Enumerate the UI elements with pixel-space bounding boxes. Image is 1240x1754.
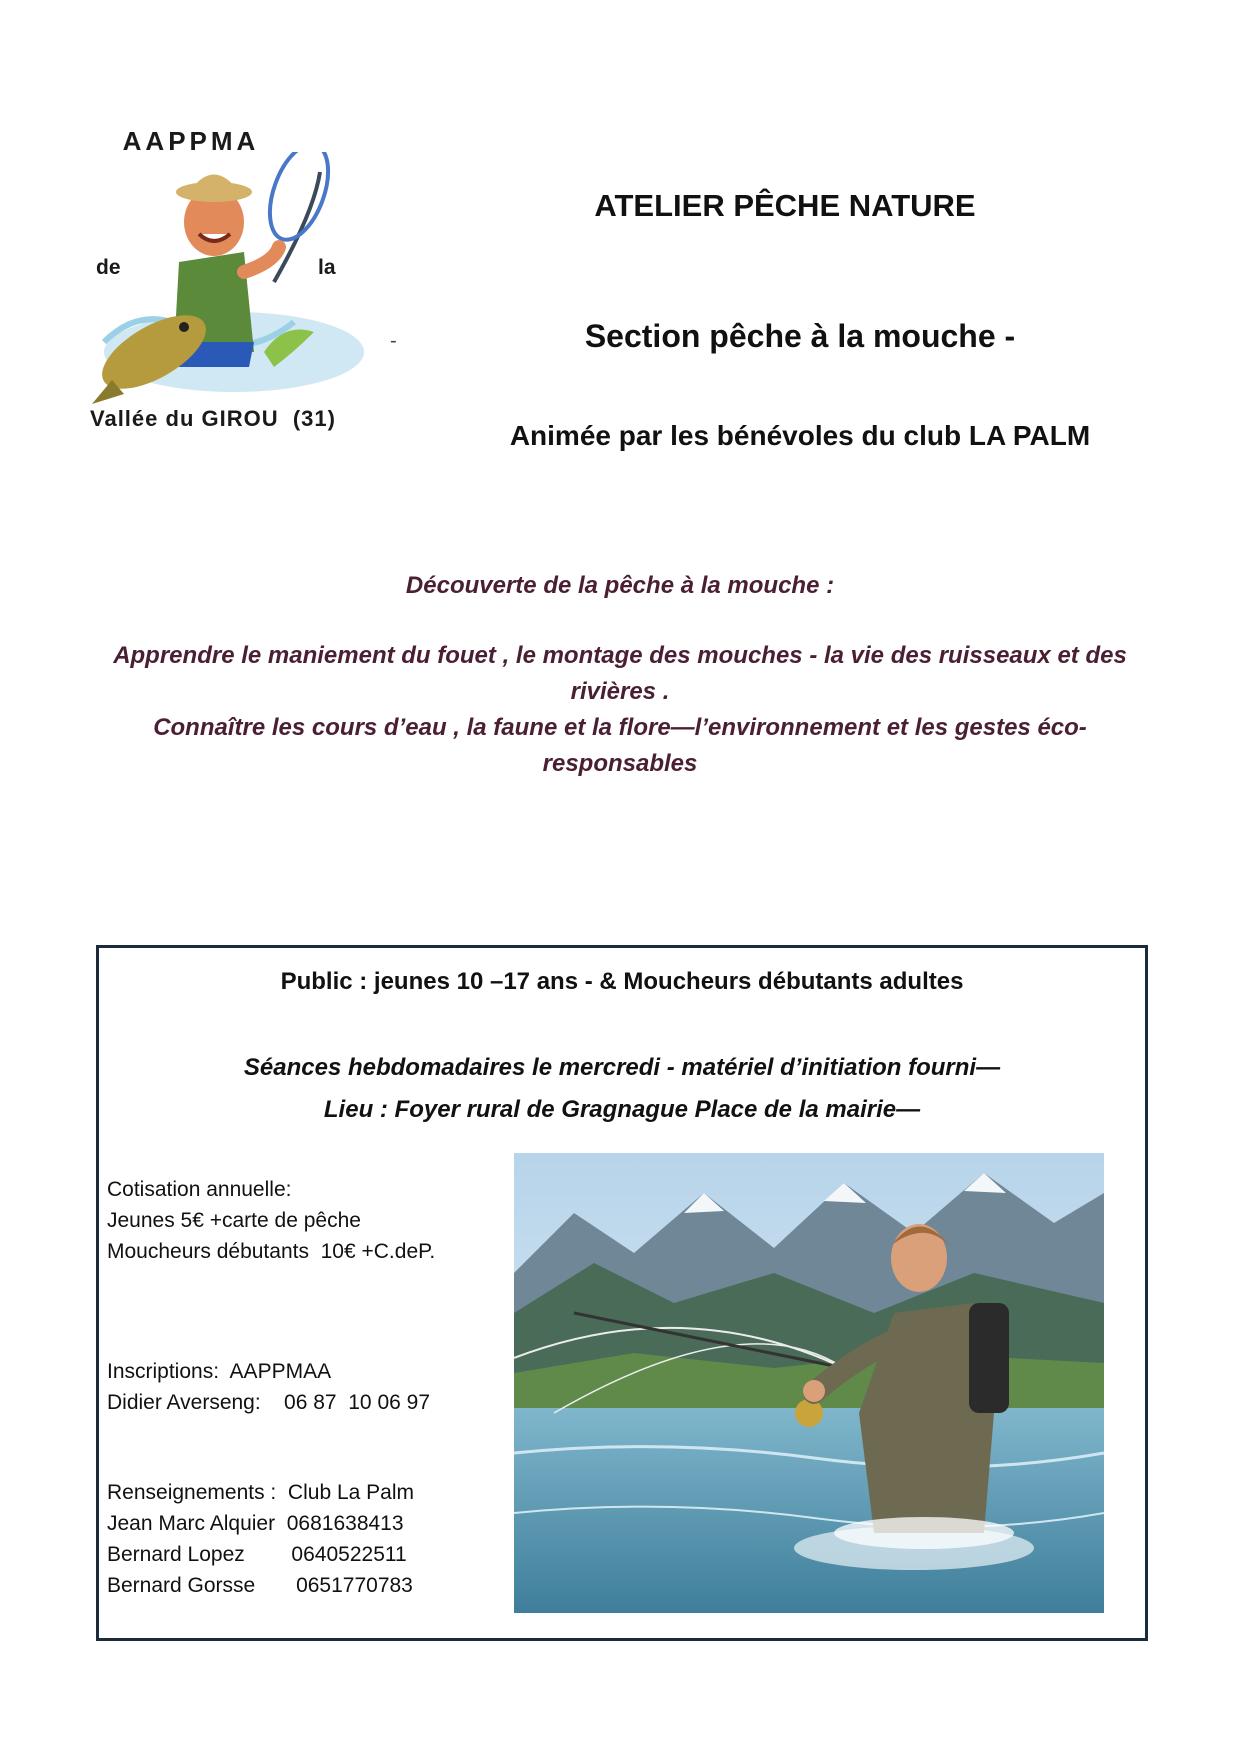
info-box xyxy=(96,945,1148,1641)
registration-text: Inscriptions: AAPPMAA Didier Averseng: 06 87 10 06 97 xyxy=(107,1360,430,1414)
logo-right-text: la xyxy=(318,256,336,279)
separator-dash: - xyxy=(390,330,397,352)
section-subtitle: Section pêche à la mouche - xyxy=(584,318,1016,354)
discovery-line-2: Connaître les cours d’eau , la faune et la flore—l’environnement et les gestes éco-responsables xyxy=(153,714,1087,777)
animators-line: Animée par les bénévoles du club LA PALM xyxy=(509,420,1091,451)
aappma-logo xyxy=(76,118,358,448)
logo-bottom-text: Vallée du GIROU (31) xyxy=(90,406,336,431)
fly-fisherman-photo xyxy=(514,1153,1104,1613)
logo-top-text: AAPPMA xyxy=(122,126,260,156)
contacts-text: Renseignements : Club La Palm Jean Marc Alquier 0681638413 Bernard Lopez 0640522511 Bernard Gorsse 0651770783 xyxy=(107,1481,414,1597)
audience-line: Public : jeunes 10 –17 ans - & Moucheurs débutants adultes xyxy=(280,968,964,995)
sessions-line: Séances hebdomadaires le mercredi - matériel d’initiation fourni— xyxy=(243,1054,1001,1081)
logo-left-text: de xyxy=(96,256,121,279)
fees-text: Cotisation annuelle: Jeunes 5€ +carte de pêche Moucheurs débutants 10€ +C.deP. xyxy=(107,1178,436,1263)
page-title: ATELIER PÊCHE NATURE xyxy=(594,188,976,223)
discovery-title: Découverte de la pêche à la mouche : xyxy=(405,572,835,599)
discovery-line-1: Apprendre le maniement du fouet , le montage des mouches - la vie des ruisseaux et des rivières . xyxy=(113,642,1127,705)
location-line: Lieu : Foyer rural de Gragnague Place de la mairie— xyxy=(323,1096,921,1123)
